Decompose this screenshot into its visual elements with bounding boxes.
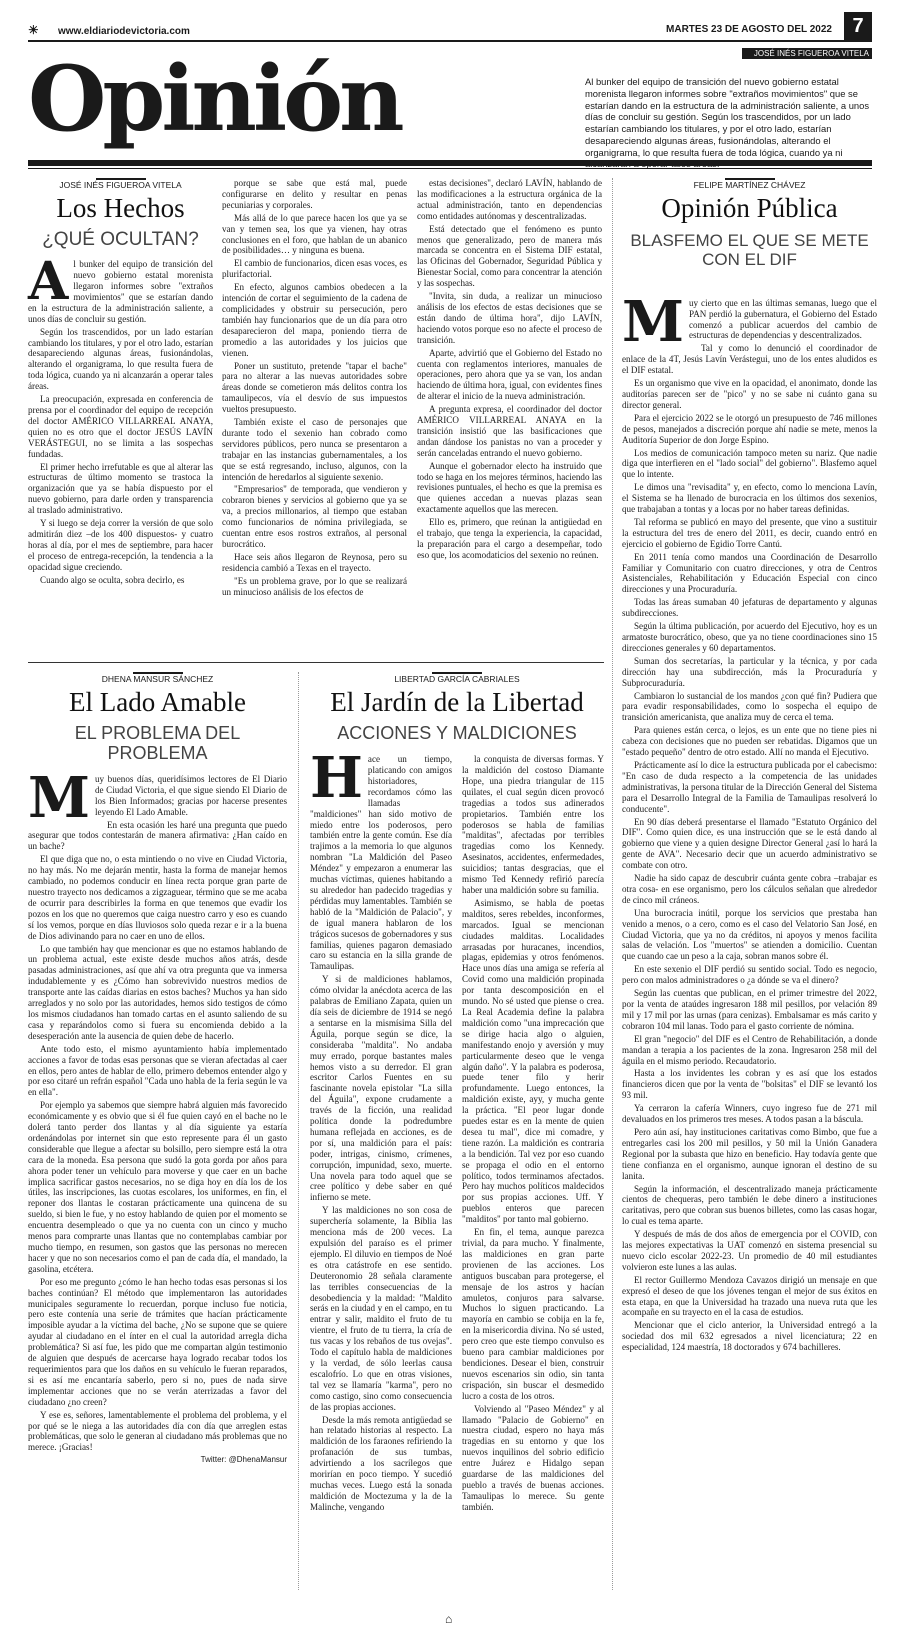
paragraph: Tal reforma se publicó en mayo del presente, que vino a sustituir la estructura del tres de enero del 2011, es decir, cuando entró en ejercicio el gobierno de Egidio Torre Cantú.: [622, 516, 877, 549]
paragraph: En 2011 tenía como mandos una Coordinación de Desarrollo Familiar y Comunitario con cuatro direcciones, y otra de Centros Asistenciales, Rehabilitación y Educación Especial con cinco direcciones y una Procuraduría.: [622, 551, 877, 595]
column-los-hechos-end: [417, 178, 602, 563]
drop-cap: H: [310, 745, 363, 812]
section-divider: [28, 662, 604, 663]
paragraph: "Invita, sin duda, a realizar un minucioso análisis de los efectos de estas decisiones que se están dando de última hora", dijo LAVÍN, haciendo votos porque eso no afecte el proceso de transición.: [417, 291, 602, 345]
article-body-left: [310, 745, 452, 1515]
article-body-right: [462, 754, 604, 1515]
paragraph: A pregunta expresa, el coordinador del doctor AMÉRICO VILLARREAL ANAYA en la transición insistió que las basificaciones que andan dándose los panistas no van a proceder y serán canceladas entrando el nuevo gobierno.: [417, 404, 602, 458]
paragraph: Le dimos una "revisadita" y, en efecto, como lo menciona Lavín, el Sistema se ha llenado de burocracia en los últimos dos sexenios, que trabajaban a tontas y a locas por no haber tareas definidas.: [622, 482, 877, 515]
drop-cap: M: [622, 288, 684, 355]
paragraph: Según la última publicación, por acuerdo del Ejecutivo, hoy es un armatoste burocrático, obeso, que ya no tiene coordinaciones sino 15 direcciones generales y 60 departamentos.: [622, 621, 877, 653]
author-byline: FELIPE MARTÍNEZ CHÁVEZ: [622, 178, 877, 192]
article-columns: [310, 745, 604, 1515]
column-title: El Lado Amable: [69, 687, 246, 717]
column-subtitle: ¿QUÉ OCULTAN?: [42, 229, 199, 251]
paragraph: Según la información, el descentralizado maneja prácticamente cientos de chequeras, pero también le debe dinero a instituciones caritativas, pero que cobran sus buenos billetes, como las casas hogar, lo cual es tema aparte.: [622, 1183, 877, 1227]
paragraph: uy buenos días, queridísimos lectores de El Diario de Ciudad Victoria, el que sigue siendo El Diario de los Bien Informados; gracias por hacerse presentes leyendo El Lado Amable.: [95, 773, 287, 817]
header-rule: [28, 160, 872, 166]
column-el-lado-amable: [28, 672, 287, 1464]
column-opinion-publica: [622, 178, 877, 1355]
paragraph: Volviendo al "Paseo Méndez" y al llamado "Palacio de Gobierno" en nuestra ciudad, espero no haya más tragedias en su entorno y que los nuevos inquilinos del sobrio edificio entre Juárez e Hidalgo sepan guardarse de las maldiciones del pueblo a través de buenas acciones. Tamaulipas lo merece. Su gente también.: [462, 1403, 604, 1512]
paragraph: Por eso me pregunto ¿cómo le han hecho todas esas personas si los baches continúan? El método que implementaron las autoridades municipales seguramente lo recuerdan, porque incluso fue noticia, pero este contenía una serie de trámites que hacían prácticamente imposible ayudar a la víctima del bache, ¿No se supone que se quiere ayudar al ciudadano en el ínter en el cual la autoridad arregla dicha problemática? Si así fue, les pido que me compartan algún testimonio de alguien que después de acercarse haya logrado recabar todos los requerimientos para que los daños en su vehículo le fueran reparados, si es así me encantaría saberlo, pero si no, pues de nada sirve implementar acciones que no se verán aterrizadas a favor del ciudadano ¿no creen?: [28, 1276, 287, 1407]
column-subtitle: EL PROBLEMA DEL PROBLEMA: [74, 723, 241, 764]
column-los-hechos-cont: [222, 178, 407, 600]
paragraph: El cambio de funcionarios, dicen esas voces, es plurifactorial.: [222, 258, 407, 280]
page-number: 7: [844, 12, 872, 40]
paragraph: Suman dos secretarías, la particular y la técnica, y por cada dirección hay una subdirección, más la Procuraduría y Subprocuraduría.: [622, 655, 877, 688]
paragraph: Nadie ha sido capaz de descubrir cuánta gente cobra –trabajar es otra cosa- en ese organismo, pero los cálculos señalan que alrededor de cinco mil cráneos.: [622, 873, 877, 905]
column-title: Opinión Pública: [661, 193, 838, 223]
column-divider: [612, 178, 613, 1590]
paragraph: Hasta a los invidentes les cobran y es así que los estados financieros dicen que por la venta de "bolsitas" el DIF se levantó los 93 mil.: [622, 1068, 877, 1101]
paragraph: Según las cuentas que publican, en el primer trimestre del 2022, por la venta de ataúdes ingresaron 188 mil pesillos, por velación 89 mil y 17 mil por las urnas (para cenizas). Embalsamar es más carito y cobraron 104 mil lanas. Todo para el gasto corriente de nómina.: [622, 988, 877, 1031]
footer-ornament-icon: ⌂: [445, 1612, 453, 1625]
logo-sun-icon: ☀: [28, 23, 38, 37]
header-rule-thin: [28, 168, 872, 169]
standfirst: Al bunker del equipo de transición del nuevo gobierno estatal morenista llegaron informes sobre "extraños movimientos" que se estarían dando en la estructura de la administración saliente, a unos días de concluir su gestión. Según los trascendidos, por un lado estarían cambiando los titulares, y por el otro lado, estarían desapareciendo algunas áreas, fusionándolas, alterando el organigrama, lo que resulta fuera de toda lógica, cuando ya ni: [585, 76, 870, 158]
twitter-handle[interactable]: Twitter: @DhenaMansur: [200, 1455, 287, 1465]
paragraph: La preocupación, expresada en conferencia de prensa por el coordinador del equipo de recepción del doctor AMÉRICO VILLARREAL ANAYA, quien no es otro que el doctor JESÚS LAVÍN VERÁSTEGUI, no se limita a las sospechas fundadas.: [28, 394, 213, 459]
drop-cap: M: [28, 764, 90, 831]
paragraph: Para quienes están cerca, o lejos, es un ente que no tiene pies ni cabeza con decisiones que no pueden ser rebatidas. Digamos que un "estado pequeño" dentro de otro estado. Allí no manda el Ejecutivo.: [622, 725, 877, 758]
header-credit: JOSÉ INÉS FIGUEROA VITELA: [742, 48, 872, 59]
paragraph: En efecto, algunos cambios obedecen a la intención de cortar el seguimiento de la cadena de complicidades y obstruir su persecución, pero también hay funcionarios que de un día para otro desaparecieron del mapa, poniendo tierra de promedio a las autoridades y los juicios que vienen.: [222, 282, 407, 358]
paragraph: Ello es, primero, que reúnan la antigüedad en el trabajo, que tenga la experiencia, la capacidad, la preparación para el cargo a desempeñar, todo eso que, los acomodaticios del sexenio no reúnen.: [417, 517, 602, 560]
paragraph: Ante todo esto, el mismo ayuntamiento había implementado acciones a favor de todas esas personas que se vieran afectadas al caer en ellos, pero antes de hablar de ello, primero debemos entender algo y por eso citaré un refrán español "Cada uno habla de la feria según le va en ella".: [28, 1043, 287, 1098]
paragraph: Y después de más de dos años de emergencia por el COVID, con las mejores expectativas la UAT comenzó en sistema presencial su nuevo ciclo escolar 2022-23. Un promedio de 40 mil estudiantes volvieron este lunes a las aulas.: [622, 1229, 877, 1272]
paragraph: Y las maldiciones no son cosa de superchería solamente, la Biblia las menciona más de 200 veces. La expulsión del paraíso es el primer ejemplo. El diluvio en tiempos de Noé es otra catástrofe en ese sentido. Deuteronomio 28 señala claramente las terribles consecuencias de la desobediencia y la maldad: "Maldito serás en la ciudad y en el campo, en tu entrar y salir, maldito el fruto de tu vientre, el fruto de tu tierra, la cría de tus vacas y los rebaños de tus ovejas". Todo el capítulo habla de maldiciones y la verdad, de sólo leerlas causa escalofrío. Lo que en otras visiones, tal vez se llamaría "karma", pero no como castigo, sino como consecuencia de las propias acciones.: [310, 1205, 452, 1412]
column-subtitle: BLASFEMO EL QUE SE METE CON EL DIF: [630, 231, 869, 270]
paragraph: Todas las áreas sumaban 40 jefaturas de departamento y algunas subdirecciones.: [622, 597, 877, 619]
paragraph: uy cierto que en las últimas semanas, luego que el PAN perdió la gubernatura, el Gobierno del Estado comenzó a publicar acuerdos del cambio de estructuras de dependencias y descentralizados.: [689, 297, 877, 341]
paragraph: El primer hecho irrefutable es que al alterar las estructuras de último momento se trastoca la organización que ya se había dispuesto por el nuevo gobierno, para darle orden y transparencia al traslado administrativo.: [28, 461, 213, 516]
paragraph: Desde la más remota antigüedad se han relatado historias al respecto. La maldición de los faraones refiriendo la profanación de sus tumbas, advirtiendo a los sacrílegos que morirían en poco tiempo. Y sucedió muchas veces. Luego está la sonada maldición de Moctezuma y la de la Malinche, vengando: [310, 1414, 452, 1512]
paragraph: l bunker del equipo de transición del nuevo gobierno estatal morenista llegaron informes sobre "extraños movimientos" que se estarían dando en la estructura de la administración saliente, a unos días de concluir su gestión.: [28, 259, 213, 324]
author-byline: LIBERTAD GARCÍA CABRIALES: [310, 672, 604, 686]
paragraph: Ya cerraron la cafería Winners, cuyo ingreso fue de 271 mil devaluados en los primeros tres meses. A todos pasan a la báscula.: [622, 1103, 877, 1125]
paragraph: "Empresarios" de temporada, que vendieron y cobraron bienes y servicios al gobierno que ya se va, a precios millonarios, al tiempo que estaban como funcionarios de nómina privilegiada, se cuentan entre esos rostros extraños, al personal burocrático.: [222, 484, 407, 549]
column-title: El Jardín de la Libertad: [330, 687, 584, 717]
paragraph: Tal y como lo denunció el coordinador de enlace de la 4T, Jesús Lavín Verástegui, uno de los entes aludidos es el DIF estatal.: [622, 343, 877, 376]
paragraph: Y ese es, señores, lamentablemente el problema del problema, y el por qué se le niega a las autoridades día con día que arreglen estas problemáticas, que solo le generan al ciudadano más problemas que no merece. ¡Gracias!: [28, 1409, 287, 1453]
paragraph: Prácticamente así lo dice la estructura publicada por el cabecismo: "En caso de duda respecto a la competencia de las unidades administrativas, la persona titular de la Dirección General del Sistema para el Desarrollo Integral de la Familia de Tamaulipas resolverá lo conducente".: [622, 759, 877, 814]
page-header: [28, 15, 872, 42]
paragraph: Según los trascendidos, por un lado estarían cambiando los titulares, y por el otro lado, estarían desapareciendo algunas áreas, fusionándolas, alterando el organigrama, lo que resulta fuera de toda lógica, cuando ya ni alcanzarán a operar tales áreas.: [28, 326, 213, 392]
paragraph: En esta ocasión les haré una pregunta que puedo asegurar que todos contestarán de manera afirmativa: ¿Han caído en un bache?: [28, 819, 287, 852]
paragraph: "Es un problema grave, por lo que se realizará un minucioso análisis de los efectos de: [222, 575, 407, 597]
issue-date: MARTES 23 DE AGOSTO DEL 2022: [666, 24, 832, 35]
paragraph: Y si de maldiciones hablamos, cómo olvidar la anécdota acerca de las palabras de Emiliano Zapata, quien un día seis de diciembre de 1914 se negó a sentarse en la mismísima Silla del Águila, porque según se dice, la consideraba "maldita". No andaba muy errado, porque bastantes males hemos visto a su derredor. El gran escritor Carlos Fuentes en su fascinante novela epistolar "La silla del Águila", expone crudamente a través de la ficción, una realidad política donde la podredumbre humana reflejada en acciones, es de por sí, una maldición para el país: poder, intrigas, cinismo, crímenes, corrupción, impunidad, sexo, muerte. Una novela para todo aquel que se cree político y debe saber en qué infierno se mete.: [310, 974, 452, 1203]
paragraph: Y si luego se deja correr la versión de que solo admitirán diez –de los 400 dispuestos- y cuatro horas al día, por el mes de septiembre, para hacer el proceso de entrega-recepción, la tendencia a la opacidad sigue creciendo.: [28, 518, 213, 572]
paragraph: Mencionar que el ciclo anterior, la Universidad entregó a la sociedad dos mil 632 egresados a nivel licenciatura; 22 en especialidad, 124 maestría, 18 doctorados y 674 bachilleres.: [622, 1320, 877, 1353]
paragraph: El gran "negocio" del DIF es el Centro de Rehabilitación, a donde mandan a terapia a los pacientes de la zona. Ingresaron 258 mil del águila en el mismo periodo. Recaudatorio.: [622, 1033, 877, 1066]
paragraph: Lo que también hay que mencionar es que no estamos hablando de un problema actual, este existe desde muchos años atrás, desde pasadas administraciones, así que ahí va otra pregunta que va inmersa indudablemente y es ¿Cómo han sobrevivido nuestros medios de transporte ante las caídas diarias en estos baches? Muchos ya han sido arreglados y no solo por las autoridades, hemos sido testigos de cómo los mismos ciudadanos han tomado cartas en el asunto saliendo de su casa y reparándolos como si fuera su encomienda debido a la desesperación ante la ausencia de quien debe de hacerlo.: [28, 943, 287, 1041]
article-body: [622, 288, 877, 1353]
paragraph: Una burocracia inútil, porque los servicios que prestaba han venido a menos, o a cero, como es el caso del Velatorio San José, en Ciudad Victoria, que ya no da créditos, ni apoyos y menos facilita salas de velación. Los "muertos" se atienden a domicilio. Cuentan que cuando cae un peso a la caja, sobran manos sobre él.: [622, 907, 877, 962]
paragraph: En 90 días deberá presentarse el llamado "Estatuto Orgánico del DIF". Como quien dice, es una instrucción que se le está dando al gobierno que viene y a quien designe Director General ¿así lo hará la gente de AVA". Necesario decir que un acuerdo administrativo se combate con otro.: [622, 816, 877, 871]
paragraph: El rector Guillermo Mendoza Cavazos dirigió un mensaje en que expresó el deseo de que los jóvenes tengan el mejor de sus éxitos en esta etapa, en que la Universidad ha trazado una nueva ruta que les acompañe en su trayecto en el la casa de estudios.: [622, 1274, 877, 1318]
paragraph: Más allá de lo que parece hacen los que ya se van y temen sea, los que ya vienen, hay otras conclusiones en el foro, que hablan de un abanico de posibilidades… y ninguna es buena.: [222, 212, 407, 256]
paragraph: En fin, el tema, aunque parezca trivial, da para mucho. Y finalmente, las maldiciones en gran parte provienen de las acciones. Los antiguos buscaban para protegerse, el mensaje de los astros y hacían amuletos, conjuros para salvarse. Muchos lo siguen practicando. La mayoría en cambio se cobija en la fe, en la misericordia divina. No sé usted, pero creo que este tiempo convulso es bueno para cambiar maldiciones por bendiciones. Desear el bien, construir nuevos escenarios sin odio, sin tanta crispación, sin buscar el desmedido lucro a costa de los otros.: [462, 1227, 604, 1401]
paragraph: Para el ejercicio 2022 se le otorgó un presupuesto de 746 millones de pesos, manejados a discreción porque ahí nadie se mete, menos la Auditoría Superior de don Jorge Espino.: [622, 412, 877, 445]
paragraph: Aparte, advirtió que el Gobierno del Estado no cuenta con reglamentos interiores, manuales de operaciones, pero ahora que ya se van, los andan haciendo de última hora, igual, con evidentes fines de alterar el inicio de la nueva administración.: [417, 347, 602, 402]
paragraph: Está detectado que el fenómeno es punto menos que generalizado, pero de manera más marcada se concentra en el Sistema DIF estatal, las Oficinas del Gobernador, Seguridad Pública y Bienestar Social, como para concentrar la atención y las sospechas.: [417, 223, 602, 289]
column-title: Los Hechos: [56, 193, 185, 223]
paragraph: Los medios de comunicación tampoco meten su nariz. Que nadie diga que interfieren en el "lado social" del gobierno". Blasfemo aquel que lo intente.: [622, 447, 877, 480]
paragraph: Pero aún así, hay instituciones caritativas como Bimbo, que fue a entregarles casi los 200 mil pesillos, y 50 mil la Unión Ganadera Regional por la subasta que hizo en beneficio. Hay todavía gente que tiene confianza en el organismo, aunque ignoran el destino de su lanita.: [622, 1126, 877, 1181]
section-title: Opinión: [28, 46, 401, 152]
article-body: [28, 251, 213, 585]
column-subtitle: ACCIONES Y MALDICIONES: [337, 723, 577, 744]
paragraph: porque se sabe que está mal, puede configurarse en delito y resultar en penas pecuniarias y corporales.: [222, 178, 407, 210]
paragraph: Es un organismo que vive en la opacidad, el anonimato, donde las auditorías parecen ser de "pico" y no se sabe ni cuánto gana su director general.: [622, 378, 877, 410]
paragraph: También existe el caso de personajes que durante todo el sexenio han cobrado como servidores públicos, pero nunca se presentaron a trabajar en las instancias gubernamentales, a los que se está regresando, incluso, algunos, con la intención de heredarlos al siguiente sexenio.: [222, 417, 407, 482]
site-url-text: www.eldiariodevictoria.com: [58, 26, 190, 37]
site-url[interactable]: [28, 23, 190, 37]
paragraph: Cambiaron lo sustancial de los mandos ¿con qué fin? Pudiera que para evadir responsabilidades, como lo sospecha el equipo de transición americanista, que analiza muy de cerca el tema.: [622, 690, 877, 723]
article-body: [28, 764, 287, 1453]
paragraph: la conquista de diversas formas. Y la maldición del costoso Diamante Hope, una piedra triangular de 115 quilates, el cual según dicen provocó tragedias a todos sus adinerados propietarios. También entre los poderosos se habla de familias "malditas", afectadas por terribles tragedias como los Kennedy. Asesinatos, accidentes, enfermedades, suicidios; tantas desgracias, que el mismo Ted Kennedy refirió parecía haber una maldición sobre su familia.: [462, 754, 604, 896]
paragraph: Aunque el gobernador electo ha instruido que todo se haga en los mejores términos, haciendo las revisiones puntuales, el hecho es que la premisa es que quienes accedan a nuevas plazas sean exactamente aquellos que las merecen.: [417, 460, 602, 515]
author-byline: JOSÉ INÉS FIGUEROA VITELA: [28, 178, 213, 192]
column-los-hechos: [28, 178, 213, 588]
column-el-jardin-de-la-libertad: [310, 672, 604, 1515]
paragraph: En este sexenio el DIF perdió su sentido social. Todo es negocio, pero con malos administradores o ¿a dónde se va el dinero?: [622, 964, 877, 986]
paragraph: Asimismo, se habla de poetas malditos, seres rebeldes, inconformes, marcados. Igual se mencionan ciudades malditas. Localidades arrasadas por huracanes, incendios, plagas, epidemias y otros fenómenos. Hace unos días una amiga se refería al Covid como una maldición propinada por tanta descomposición en el mundo. No sé usted que piense o crea. La Real Academia define la palabra maldición como "una imprecación que se dirige hacia algo o alguien, manifestando enojo y aversión y muy particularmente deseo que le venga algún daño". Y la palabra es poderosa, puede tener filo y herir profundamente. Luego entonces, la maldición existe, ayy, y mucha gente la práctica. "El peor lugar donde puedes estar es en la mente de quien desea tu mal", dice mi comadre, y tiene razón. La maldición es contraria a la bendición. Tal vez por eso cuando se propaga el odio en el entorno político, todos terminamos afectados. Pero hay muchos políticos maldecidos por sus propias acciones. Uff. Y pueblos enteros que parecen "malditos" por tanto mal gobierno.: [462, 897, 604, 1225]
paragraph: Hace seis años llegaron de Reynosa, pero su residencia cambió a Texas en el trayecto.: [222, 551, 407, 573]
paragraph: ace un tiempo, platicando con amigos historiadores, recordamos cómo las llamadas "maldiciones" han sido motivo de miedo entre los poderosos, pero también entre la gente común. Ese día trajimos a la memoria lo que algunos nombran "La Maldición del Paseo Méndez" y empezaron a enumerar las muchas víctimas, quienes habitando a su alrededor han padecido tragedias y pérdidas muy lamentables. También se habló de la "Maldición de Palacio", y de igual manera hablaron de los trágicos sucesos de gobernadores y sus familias, quienes pagaron demasiado caro su estancia en la silla grande de Tamaulipas.: [310, 754, 452, 972]
paragraph: Cuando algo se oculta, sobra decirlo, es: [40, 574, 185, 585]
paragraph: Poner un sustituto, pretende "tapar el bache" para no alterar a las nuevas autoridades sobre áreas donde se cometieron más delitos contra los tamaulipecos, vía el desvío de sus impuestos vueltos presupuesto.: [222, 360, 407, 415]
paragraph: estas decisiones", declaró LAVÍN, hablando de las modificaciones a la estructura orgánica de la actual administración, tanto en dependencias como entidades autónomas y descentralizadas.: [417, 178, 602, 221]
drop-cap: A: [28, 251, 69, 313]
paragraph: Por ejemplo ya sabemos que siempre habrá alguien más favorecido económicamente y es obvio que si él fue quien cayó en el bache no le dolerá tanto perder dos llantas y al día siguiente ya estaría ordenándolas por internet sin que esto represente para él un gasto considerable que llegue a afectar su bolsillo, pero siempre está la otra cara de la moneda. Esa persona que sudó la gota gorda por años para ahora poder tener un vehículo para moverse y que caer en un bache implica sacrificar gastos necesarios, no se diga hoy en día los de los útiles, las inscripciones, las cuotas escolares, los uniformes, en fin, el reponer dos llantas le costaran prácticamente una quincena de su sueldo, si bien le fue, y no estoy hablando de quien por el momento se encuentra desempleado o que ya no cuenta con un cinco y mucho menos para comprarte unas llantas que no contemplabas cambiar por mucho tiempo, en resumen, son gastos que las personas no merecen hacer y que no son necesarios como el pan de cada día, el mandado, la gasolina, etcétera.: [28, 1100, 287, 1274]
column-divider: [298, 672, 299, 1590]
author-byline: DHENA MANSUR SÁNCHEZ: [28, 672, 287, 686]
paragraph: El que diga que no, o esta mintiendo o no vive en Ciudad Victoria, no hay más. No me dejarán mentir, hasta la forma de manejar hemos cambiado, no podemos conducir en línea recta porque gran parte de nuestro trayecto nos dedicamos a zigzaguear, término que se me acaba de ocurrir para describirles la forma en que tenemos que evadir los pozos en los que no queremos que caiga nuestro carro y eso es cuando sí los vemos, porque en días lluviosos solo queda rezar e ir a la buena de Dios adivinando para no caer en uno de ellos.: [28, 854, 287, 941]
